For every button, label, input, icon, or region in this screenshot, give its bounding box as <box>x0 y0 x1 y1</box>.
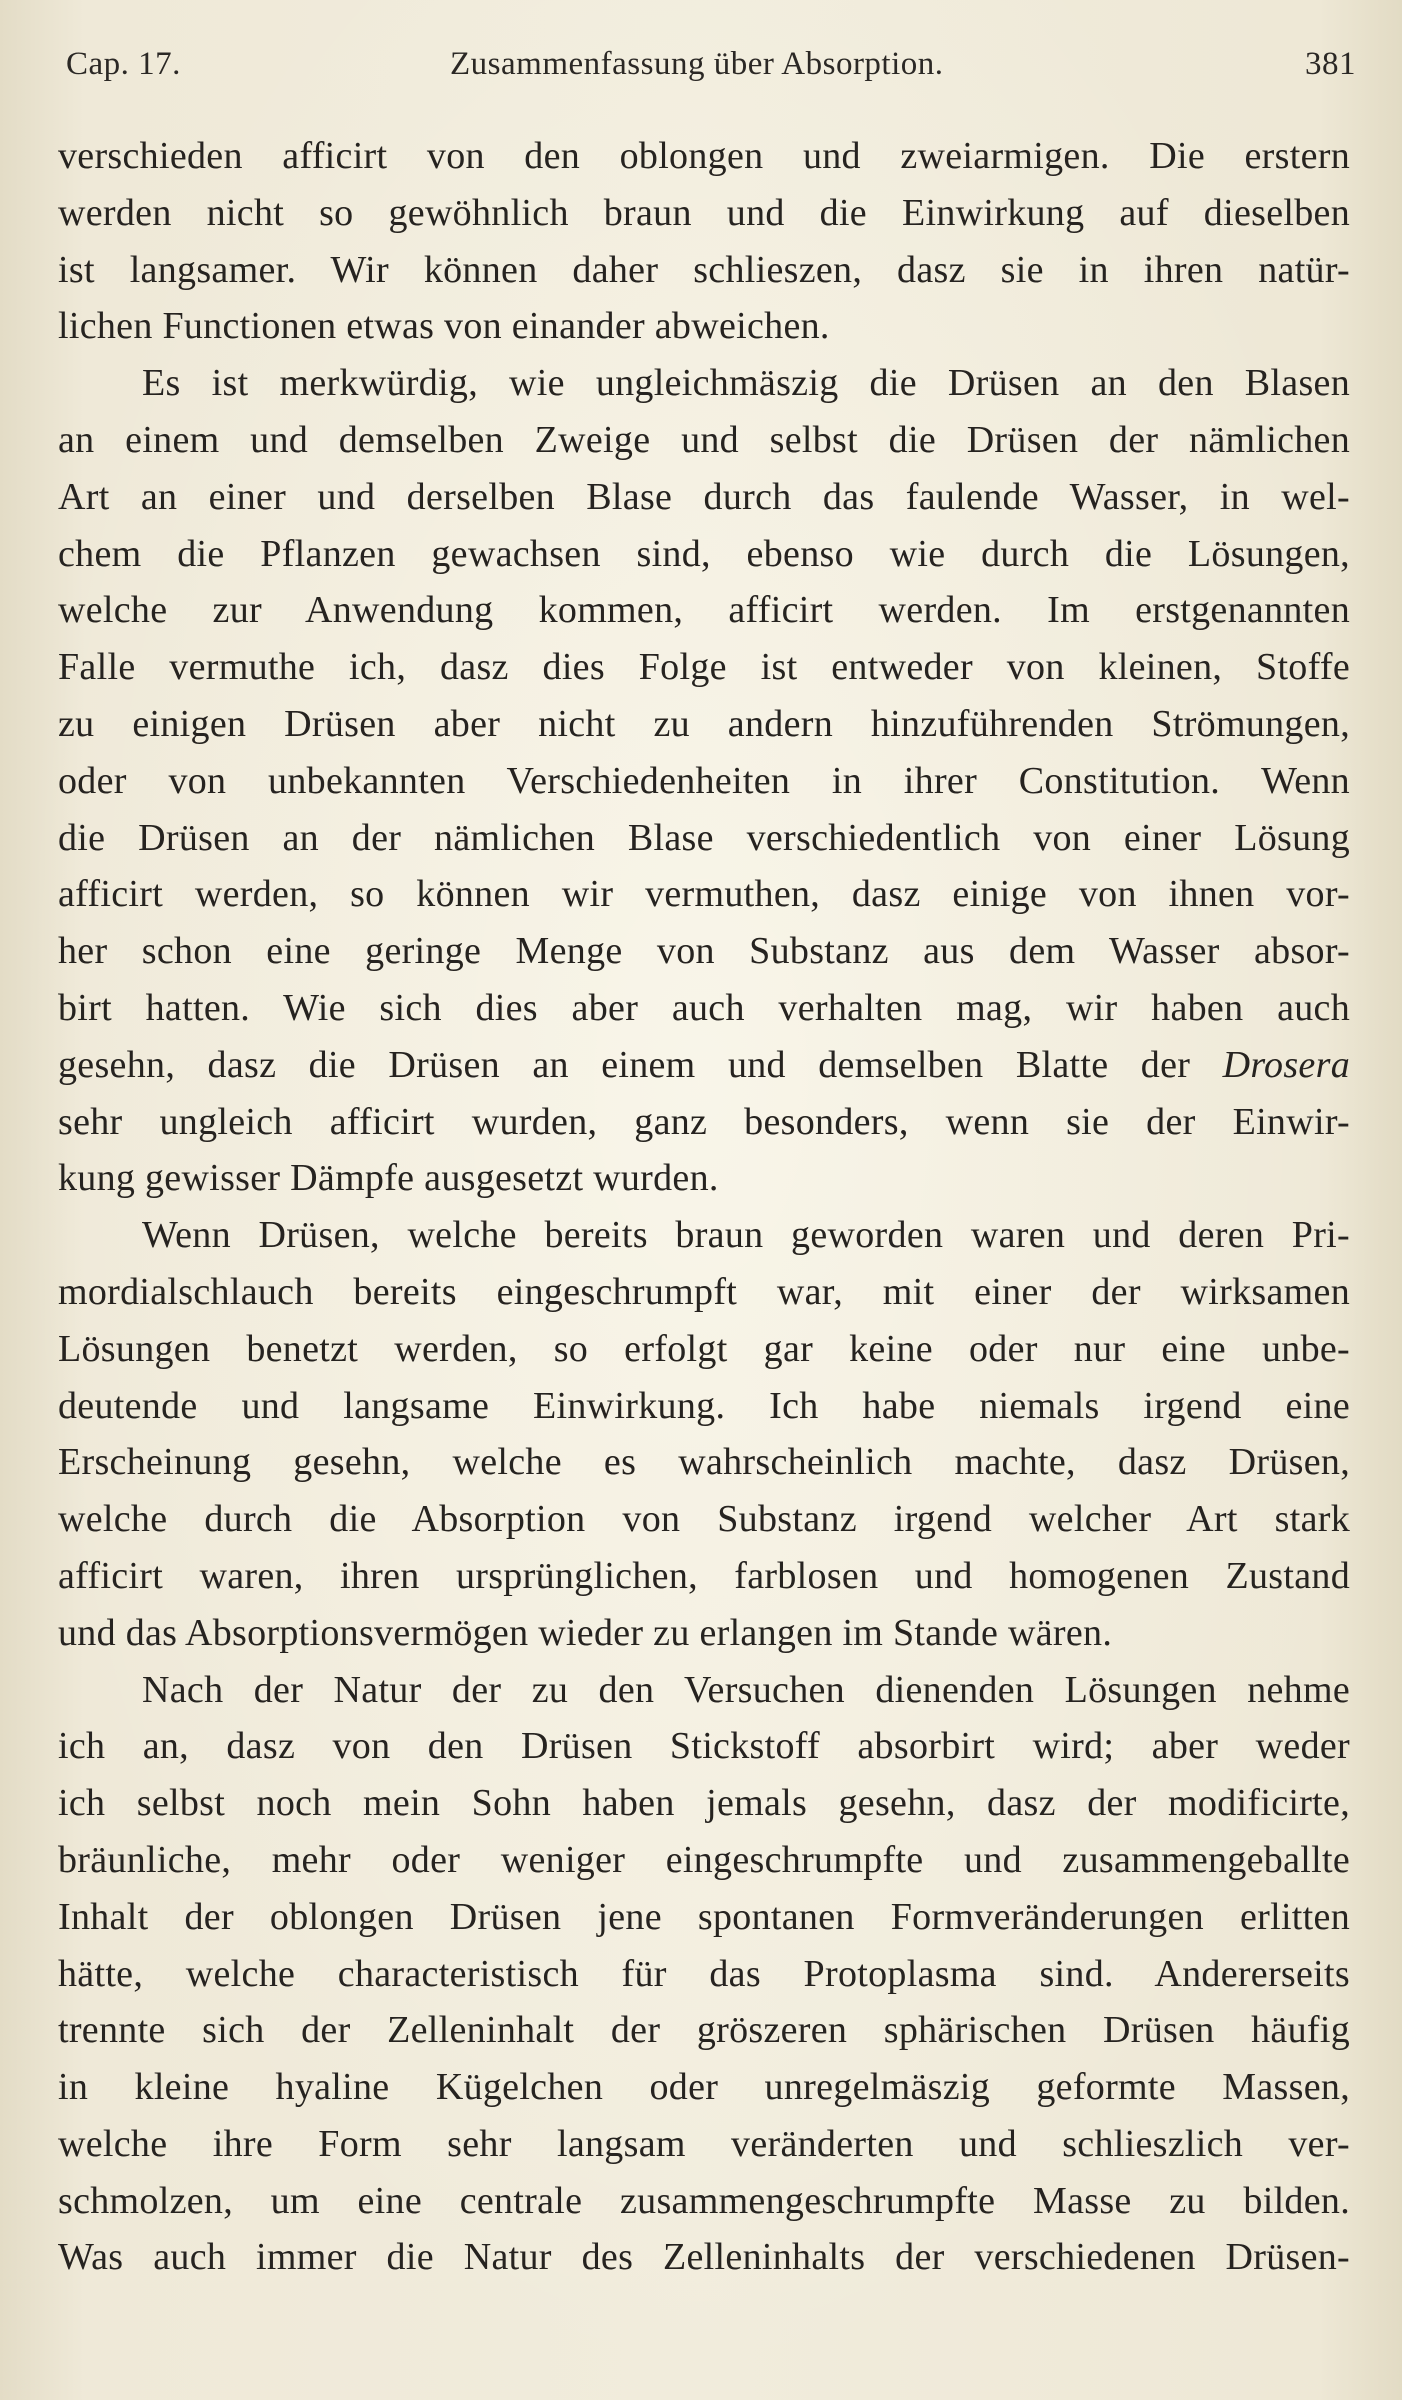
text-line <box>58 753 1350 810</box>
text-line <box>58 1321 1350 1378</box>
text-line-content: Erscheinung gesehn, welche es wahrscheinlich machte, dasz Drüsen, <box>58 1441 1350 1484</box>
text-line <box>58 980 1350 1037</box>
text-line <box>58 1150 1350 1207</box>
text-line <box>58 2059 1350 2116</box>
text-line-content: chem die Pflanzen gewachsen sind, ebenso wie durch die Lösungen, <box>58 532 1350 575</box>
text-line <box>58 1662 1350 1719</box>
text-line-content: Es ist merkwürdig, wie ungleichmäszig die Drüsen an den Blasen <box>142 362 1350 405</box>
text-line-content: Nach der Natur der zu den Versuchen dienenden Lösungen nehme <box>142 1668 1350 1711</box>
text-line <box>58 469 1350 526</box>
text-line <box>58 696 1350 753</box>
text-line <box>58 582 1350 639</box>
text-line <box>58 1378 1350 1435</box>
text-line-content: werden nicht so gewöhnlich braun und die Einwirkung auf dieselben <box>58 191 1350 234</box>
running-header <box>66 46 1356 106</box>
text-line-content: mordialschlauch bereits eingeschrumpft war, mit einer der wirksamen <box>58 1270 1350 1313</box>
text-line-content: welche zur Anwendung kommen, afficirt werden. Im erstgenannten <box>58 589 1350 632</box>
text-line <box>58 1264 1350 1321</box>
text-line-content: trennte sich der Zelleninhalt der gröszeren sphärischen Drüsen häufig <box>58 2009 1350 2052</box>
text-line <box>58 1434 1350 1491</box>
text-line-content: hätte, welche characteristisch für das Protoplasma sind. Andererseits <box>58 1952 1350 1995</box>
body-text <box>58 128 1350 2378</box>
text-line-content: und das Absorptionsvermögen wieder zu erlangen im Stande wären. <box>58 1611 1113 1654</box>
text-line <box>58 412 1350 469</box>
text-line-content: Lösungen benetzt werden, so erfolgt gar keine oder nur eine unbe- <box>58 1327 1350 1370</box>
text-line <box>58 2229 1350 2286</box>
text-line <box>58 242 1350 299</box>
text-line-content: ich selbst noch mein Sohn haben jemals gesehn, dasz der modificirte, <box>58 1782 1350 1825</box>
text-line-content: ich an, dasz von den Drüsen Stickstoff absorbirt wird; aber weder <box>58 1725 1350 1768</box>
text-line <box>58 1605 1350 1662</box>
text-line <box>58 1775 1350 1832</box>
text-line <box>58 923 1350 980</box>
text-line-content: an einem und demselben Zweige und selbst die Drüsen der nämlichen <box>58 418 1350 461</box>
chapter-label: Cap. 17. <box>66 46 181 82</box>
text-line <box>58 355 1350 412</box>
text-line <box>58 1037 1350 1094</box>
text-line <box>58 1207 1350 1264</box>
text-line-content: in kleine hyaline Kügelchen oder unregelmäszig geformte Massen, <box>58 2066 1350 2109</box>
text-line <box>58 1889 1350 1946</box>
text-line-content: verschieden afficirt von den oblongen und zweiarmigen. Die erstern <box>58 135 1350 177</box>
text-line <box>58 1094 1350 1151</box>
text-line <box>58 1718 1350 1775</box>
italic-term: Drosera <box>1222 1043 1350 1086</box>
text-line <box>58 1832 1350 1889</box>
text-line <box>58 298 1350 355</box>
text-line-content: afficirt werden, so können wir vermuthen, dasz einige von ihnen vor- <box>58 873 1350 916</box>
text-line <box>58 1548 1350 1605</box>
text-line <box>58 526 1350 583</box>
running-title: Zusammenfassung über Absorption. <box>450 46 944 82</box>
text-line-content: gesehn, dasz die Drüsen an einem und demselben Blatte der <box>58 1043 1223 1086</box>
text-line <box>58 2116 1350 2173</box>
text-line-content: kung gewisser Dämpfe ausgesetzt wurden. <box>58 1157 719 1200</box>
text-line <box>58 2173 1350 2230</box>
text-line <box>58 1946 1350 2003</box>
text-line <box>58 185 1350 242</box>
text-line <box>58 2002 1350 2059</box>
text-line-content: Inhalt der oblongen Drüsen jene spontanen Formveränderungen erlitten <box>58 1895 1350 1938</box>
text-line-content: birt hatten. Wie sich dies aber auch verhalten mag, wir haben auch <box>58 986 1350 1029</box>
text-line <box>58 1491 1350 1548</box>
text-line <box>58 128 1350 185</box>
text-line-content: her schon eine geringe Menge von Substanz aus dem Wasser absor- <box>58 930 1350 973</box>
text-line-content: sehr ungleich afficirt wurden, ganz besonders, wenn sie der Einwir- <box>58 1100 1350 1143</box>
text-line-content: deutende und langsame Einwirkung. Ich habe niemals irgend eine <box>58 1384 1350 1427</box>
text-line-content: afficirt waren, ihren ursprünglichen, farblosen und homogenen Zustand <box>58 1554 1350 1597</box>
text-line-content: welche durch die Absorption von Substanz irgend welcher Art stark <box>58 1498 1350 1541</box>
text-line-content: Wenn Drüsen, welche bereits braun geworden waren und deren Pri- <box>142 1214 1350 1257</box>
text-line-content: die Drüsen an der nämlichen Blase verschiedentlich von einer Lösung <box>58 816 1350 859</box>
text-line-content: welche ihre Form sehr langsam veränderten und schlieszlich ver- <box>58 2122 1350 2165</box>
text-line-content: schmolzen, um eine centrale zusammengeschrumpfte Masse zu bilden. <box>58 2179 1350 2222</box>
text-line <box>58 810 1350 867</box>
page-number: 381 <box>1305 46 1356 82</box>
text-line-content: ist langsamer. Wir können daher schlieszen, dasz sie in ihren natür- <box>58 248 1350 291</box>
text-line-content: Falle vermuthe ich, dasz dies Folge ist entweder von kleinen, Stoffe <box>58 646 1350 689</box>
text-line-content: bräunliche, mehr oder weniger eingeschrumpfte und zusammengeballte <box>58 1838 1350 1881</box>
text-line <box>58 639 1350 696</box>
text-line-content: Was auch immer die Natur des Zelleninhalts der verschiedenen Drüsen- <box>58 2236 1350 2279</box>
text-line-content: lichen Functionen etwas von einander abweichen. <box>58 305 830 348</box>
text-line-content: Art an einer und derselben Blase durch das faulende Wasser, in wel- <box>58 475 1350 518</box>
text-line-content: zu einigen Drüsen aber nicht zu andern hinzuführenden Strömungen, <box>58 702 1350 745</box>
text-line-content: oder von unbekannten Verschiedenheiten in ihrer Constitution. Wenn <box>58 759 1350 802</box>
text-line <box>58 866 1350 923</box>
